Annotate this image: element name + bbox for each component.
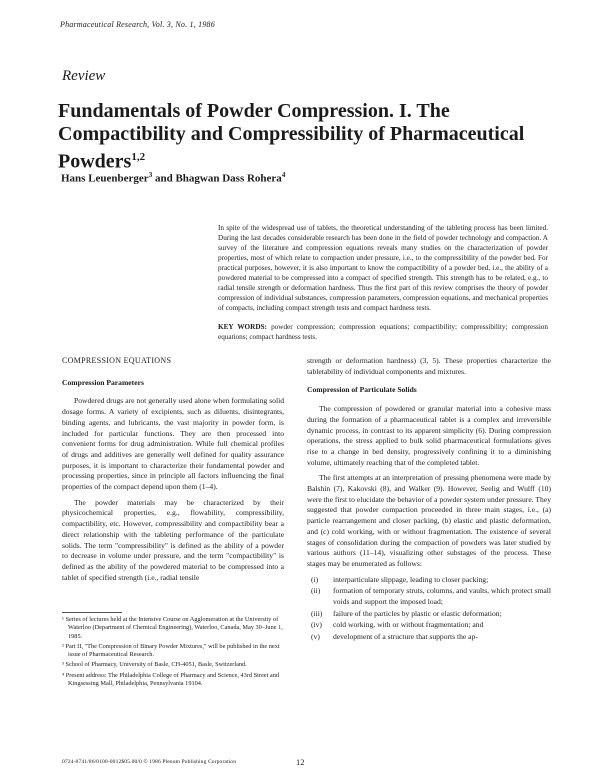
list-item <box>307 575 551 586</box>
article-title-text: Fundamentals of Powder Compression. I. The Compactibility and Compressibility of Pharmaceutical Powders <box>58 100 525 173</box>
list-item-text: development of a structure that supports the ap- <box>333 632 478 642</box>
list-item-number: (i) <box>311 574 319 584</box>
keywords-text: powder compression; compression equations; compactibility; compressibility; compression equations; compact hardness tests. <box>218 323 548 341</box>
subsection-heading: Compression of Particulate Solids <box>307 385 417 395</box>
body-paragraph: The first attempts at an interpretation of pressing phenomena were made by Balshin (7), Kakovski (8), and Walker (9). However, Seelig and Wulff (10) were the first to elucidate the behavior of a powder system under pressure. They suggested that powder compaction proceeded in three main stages, i.e., (a) particle rearrangement and closer packing, (b) elastic and plastic deformation, and (c) cold working, with or without fragmentation. The existence of several stages of consolidation during the compaction of powders was later studied by various authors (11–14), visualizing other substages of the process. These stages may be enumerated as follows: <box>307 473 551 568</box>
subsection-heading: Compression Parameters <box>62 377 144 387</box>
abstract: In spite of the widespread use of tablets, the theoretical understanding of the tableting process has been limited. During the last decades considerable research has been done in the field of powder technology and compaction. A survey of the literature and compression equations reveals many studies on the characterization of powder properties, most of which relate to compaction under pressure, i.e., to the compressibility of the powder bed. For practical purposes, however, it is also important to know the compactibility of a powder bed, i.e., the ability of a powdered material to be compressed into a compact of specified strength. This strength has to be related, e.g., to radial tensile strength or deformation hardness. Thus the first part of this review comprises the theory of powder compression of individual substances, compression parameters, compression equations, and mechanical properties of compacts, including compact strength tests and compact hardness tests. <box>218 224 548 312</box>
footnote-rule <box>62 612 122 613</box>
list-item-text: failure of the particles by plastic or elastic deformation; <box>333 608 502 618</box>
author-line <box>61 171 285 185</box>
body-paragraph: Powdered drugs are not generally used alone when formulating solid dosage forms. A variety of excipients, such as diluents, disintegrants, binding agents, and lubricants, the vast majority in powder form, is included for particular functions. They are then processed into convenient forms for drug administration. While full chemical profiles of drugs and additives are generally well defined for quality assurance purposes, it is important to characterize their fundamental powder and processing properties, since in principle all factors influencing the final properties of the compact depend upon them (1–4). <box>62 396 284 492</box>
list-item <box>307 586 551 607</box>
section-heading: COMPRESSION EQUATIONS <box>62 356 172 365</box>
body-paragraph: The compression of powdered or granular material into a cohesive mass during the formation of a pharmaceutical tablet is a complex and irreversible dynamic process, in contrast to its apparent simplicity (6). During compression operations, the stress applied to bulk solid pharmaceutical formulations gives rise to a change in bed density, progressively confining it to a diminishing volume, ultimately reaching that of the completed tablet. <box>307 404 551 467</box>
list-item <box>307 620 551 631</box>
article-title <box>58 100 558 174</box>
title-footnote-marks: 1,2 <box>131 151 146 163</box>
stages-list <box>307 575 551 643</box>
list-item-text: cold working, with or without fragmentation; and <box>333 620 484 630</box>
author-conjunction: and <box>152 172 176 185</box>
list-item-number: (iv) <box>311 620 322 630</box>
author-1: Hans Leuenberger <box>61 172 149 185</box>
list-item-number: (ii) <box>311 586 321 596</box>
author-2: Bhagwan Dass Rohera <box>175 172 282 185</box>
list-item-number: (iii) <box>311 608 323 618</box>
footnote: ⁴ Present address: The Philadelphia College of Pharmacy and Science, 43rd Street and Kingsessing Mall, Philadelphia, Pennsylvania 19104. <box>62 671 279 688</box>
left-column <box>62 356 284 588</box>
section-label: Review <box>62 68 106 84</box>
list-item-number: (v) <box>311 632 320 642</box>
body-paragraph: The powder materials may be characterized by their physicochemical properties, e.g., flowability, compressibility, compactibility, etc. However, compressibility and compactibility bear a direct relationship with the tableting performance of the particulate solids. The term "compressibility" is defined as the ability of a powder to decrease in volume under pressure, and the term "compactibility" is defined as the ability of the powdered material to be compressed into a tablet of specified strength (i.e., radial tensile <box>62 497 284 582</box>
journal-header: Pharmaceutical Research, Vol. 3, No. 1, 1986 <box>60 20 215 29</box>
list-item-text: formation of temporary struts, columns, and vaults, which protect small voids and support the imposed load; <box>333 586 551 607</box>
footnotes <box>62 616 284 690</box>
right-column <box>307 356 551 644</box>
copyright-line: 0724-8741/86/0100-0012$05.00/0 © 1986 Plenum Publishing Corporation <box>62 759 237 765</box>
body-paragraph-continued: strength or deformation hardness) (3, 5). These properties characterize the tabletability of individual components and mixtures. <box>307 356 551 376</box>
list-item-text: interparticulate slippage, leading to closer packing; <box>333 574 489 584</box>
footnote: ¹ Series of lectures held at the Intensive Course on Agglomeration at the University of Waterloo (Department of Chemical Engineering), Waterloo, Canada, May 30–June 1, 1985. <box>62 616 283 640</box>
author-2-affiliation: 4 <box>281 171 286 179</box>
list-item <box>307 609 551 620</box>
keywords <box>218 322 548 342</box>
footnote: ² Part II, "The Compression of Binary Powder Mixtures," will be published in the next issue of Pharmaceutical Research. <box>62 642 280 659</box>
list-item <box>307 632 551 643</box>
page-number: 12 <box>296 757 305 767</box>
author-1-affiliation: 3 <box>148 171 153 179</box>
footnote: ³ School of Pharmacy, University of Basle, CH-4051, Basle, Switzerland. <box>62 661 247 669</box>
keywords-label: KEY WORDS: <box>218 323 267 331</box>
